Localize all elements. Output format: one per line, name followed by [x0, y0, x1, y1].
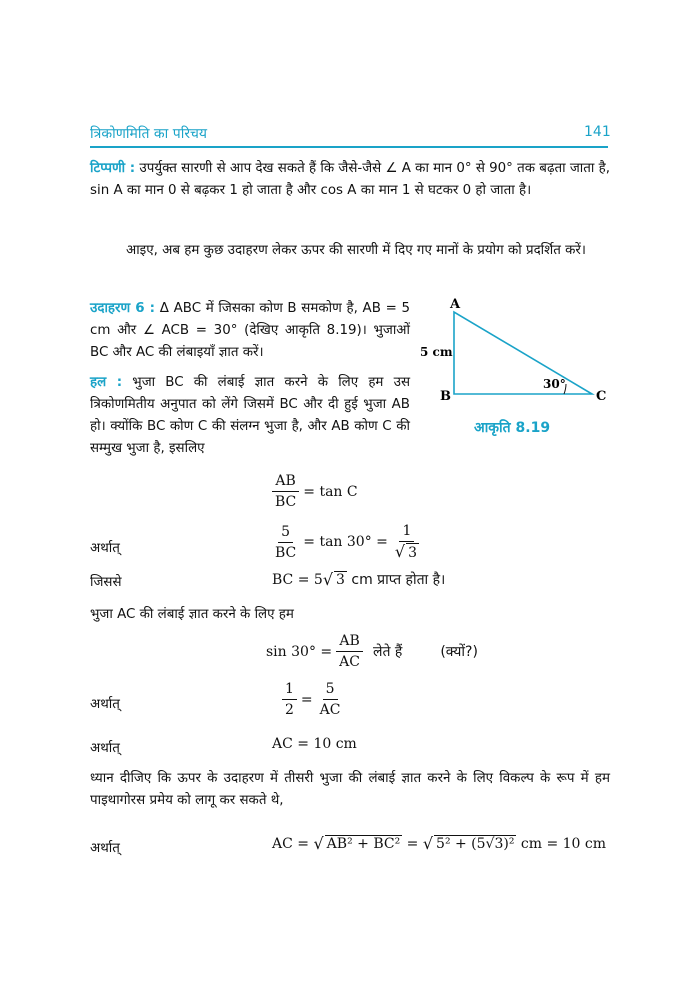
equation-6-label: अर्थात्	[90, 741, 120, 756]
header-rule	[90, 146, 608, 148]
example-paragraph	[90, 298, 410, 364]
fraction-numerator: 5	[278, 523, 293, 543]
fraction-denominator: √ 3	[394, 542, 418, 561]
equation-5	[278, 680, 347, 719]
fraction-denominator: AC	[319, 702, 341, 718]
fraction-numerator: 1	[282, 680, 297, 700]
equation-5-label: अर्थात्	[90, 697, 120, 712]
equation-5-mid: =	[300, 691, 313, 708]
equation-3-lhs: BC = 5	[272, 571, 323, 588]
radicand: 3	[336, 572, 345, 588]
triangle-shape	[454, 312, 592, 394]
angle-c-label: 30°	[543, 377, 566, 391]
fraction-1-root3	[392, 522, 422, 562]
fraction-numerator: AB	[336, 632, 362, 652]
fraction-5-ac	[317, 680, 344, 719]
equation-4-tail: लेते हैं	[372, 644, 403, 660]
figure-caption: आकृति 8.19	[474, 420, 551, 436]
equation-3-label: जिससे	[90, 575, 122, 590]
chapter-title: त्रिकोणमिति का परिचय	[90, 126, 208, 142]
fraction-denominator: BC	[275, 544, 297, 561]
why-question: (क्यों?)	[440, 644, 478, 660]
fraction-1-2	[282, 680, 297, 719]
equation-1-rhs: = tan C	[303, 483, 358, 500]
triangle-figure	[416, 298, 616, 413]
side-ab-label: 5 cm	[420, 345, 453, 359]
radicand: 3	[408, 545, 418, 561]
fraction-5-bc	[272, 523, 299, 562]
note-text: उपर्युक्त सारणी से आप देख सकते हैं कि जैसे-जैसे ∠ A का मान 0° से 90° तक बढ़ता जाता है, sin A का मान 0 से बढ़कर 1 हो जाता है और cos A का मान 1 से घटकर 0 हो जाता है।	[90, 161, 610, 198]
equation-7-lhs: AC =	[272, 835, 310, 852]
equation-4	[266, 632, 478, 671]
pythagoras-paragraph: ध्यान दीजिए कि ऊपर के उदाहरण में तीसरी भुजा की लंबाई ज्ञात करने के लिए विकल्प के रूप में हम पाइथागोरस प्रमेय को लागू कर सकते थे,	[90, 771, 610, 808]
fraction-denominator: AC	[339, 654, 360, 670]
equation-3-tail: cm प्राप्त होता है।	[351, 572, 446, 588]
equation-2	[268, 522, 426, 562]
solution-text: भुजा BC की लंबाई ज्ञात करने के लिए हम उस त्रिकोणमितीय अनुपात को लेंगे जिसमें BC और दी हुई भुजा AB हो। क्योंकि BC कोण C की संलग्न भुजा है, और AB कोण C की सम्मुख भुजा है, इसलिए	[90, 375, 410, 456]
equation-1	[268, 472, 358, 511]
equation-6: AC = 10 cm	[272, 736, 357, 752]
equation-2-label: अर्थात्	[90, 541, 120, 556]
ac-intro-line: भुजा AC की लंबाई ज्ञात करने के लिए हम	[90, 607, 294, 622]
fraction-ab-ac	[336, 632, 363, 671]
note-label: टिप्पणी :	[90, 161, 136, 176]
fraction-numerator: 1	[399, 522, 414, 542]
equation-3: BC = 5 √ 3 cm प्राप्त होता है।	[272, 570, 446, 589]
fraction-denominator: BC	[275, 494, 297, 510]
vertex-b-label: B	[440, 389, 451, 404]
fraction-numerator: AB	[272, 472, 298, 492]
fraction-ab-bc	[272, 472, 299, 511]
solution-label: हल :	[90, 375, 123, 390]
radicand-1: AB² + BC²	[326, 836, 401, 852]
fraction-numerator: 5	[323, 680, 338, 700]
radicand-2: 5² + (5√3)²	[436, 836, 515, 852]
equation-7: AC = √ AB² + BC² = √ 5² + (5√3)² cm = 10 cm	[272, 834, 607, 853]
equation-7-tail: cm = 10 cm	[520, 835, 607, 852]
page-number: 141	[584, 124, 611, 140]
equation-4-lhs: sin 30° =	[266, 643, 333, 660]
equation-7-mid: =	[406, 835, 419, 852]
equation-2-mid: = tan 30° =	[303, 534, 388, 550]
fraction-denominator: 2	[285, 702, 294, 718]
solution-paragraph	[90, 372, 410, 460]
vertex-c-label: C	[596, 389, 607, 404]
example-text: Δ ABC में जिसका कोण B समकोण है, AB = 5 cm और ∠ ACB = 30° (देखिए आकृति 8.19)। भुजाओं BC और AC की लंबाइयाँ ज्ञात करें।	[90, 301, 410, 360]
vertex-a-label: A	[450, 298, 461, 312]
intro-paragraph: आइए, अब हम कुछ उदाहरण लेकर ऊपर की सारणी में दिए गए मानों के प्रयोग को प्रदर्शित करें।	[126, 243, 586, 258]
example-label: उदाहरण 6 :	[90, 301, 156, 316]
equation-7-label: अर्थात्	[90, 841, 120, 856]
note-paragraph	[90, 158, 610, 202]
